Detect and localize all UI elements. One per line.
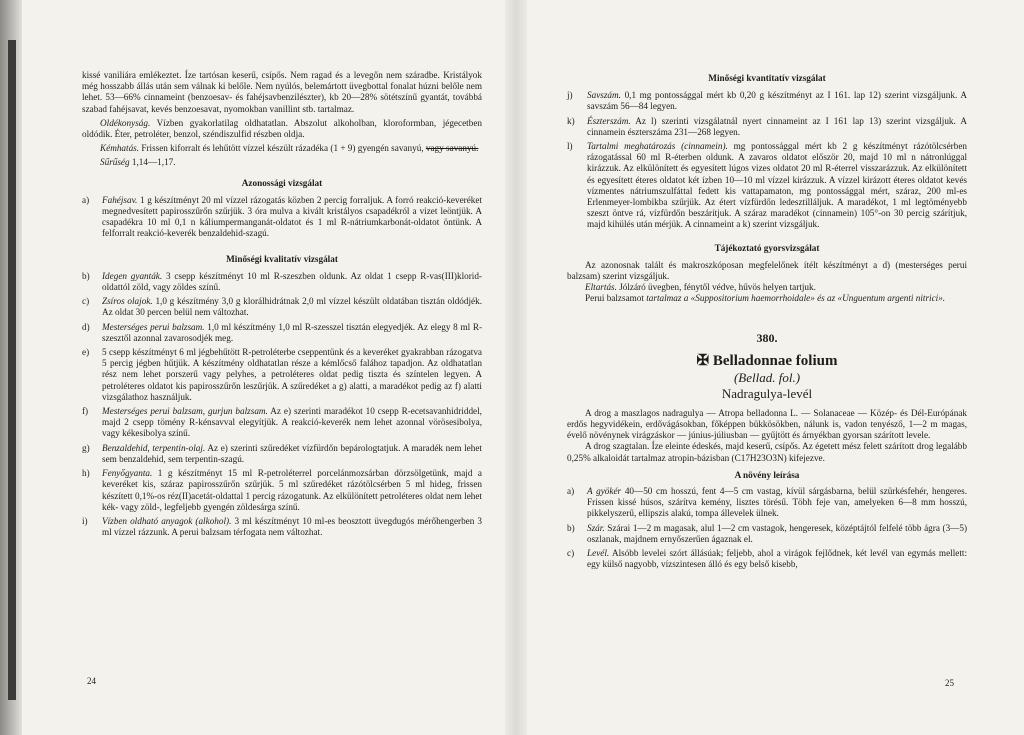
drug-properties: A drog szagtalan. Íze eleinte édeskés, majd keserű, csípős. Az égetett mész felett szárított drog legalább 0,25% alkaloidát tartalmaz atropin-bázisban (C17H23O3N) kifejezve. (567, 441, 967, 463)
contained-in-text: Perui balzsamot (585, 293, 644, 304)
contained-in-products: a «Suppositorium haemorrhoidale» és az «Unguentum argenti nitrici». (683, 293, 946, 304)
plant-item-a (567, 486, 967, 520)
item-title: Zsíros olajok. (102, 296, 153, 307)
item-title: Észterszám. (587, 115, 631, 126)
item-title: Fenyőgyanta. (102, 468, 153, 479)
item-title: Vízben oldható anyagok (alkohol). (102, 515, 232, 526)
item-text: 40—50 cm hosszú, fent 4—5 cm vastag, kívül sárgásbarna, belül szürkésfehér, hengeres. Frissen kissé húsos, szárítva kemény, lisztes törésű. Töbh feje van, amelyeken 6—8 mm hosszú, pikkelyszerű, ellipszis alakú, tompa állevelek ülnek. (587, 486, 968, 519)
ph-paragraph (82, 143, 482, 154)
plant-description-heading: A növény leírása (734, 469, 800, 480)
identity-heading: Azonossági vizsgálat (241, 177, 323, 188)
contained-in-paragraph (567, 293, 967, 304)
plant-item-c (567, 548, 967, 570)
binding-shadow (8, 40, 16, 700)
quantitative-heading: Minőségi kvantitatív vizsgálat (708, 73, 826, 83)
storage-text: Jólzáró üvegben, fénytől védve, hűvös helyen tartjuk. (619, 282, 816, 293)
item-text: 1 g készítményt 15 ml R-petroléterrel porcelánmozsárban dörzsölgetünk, majd a keveréket kis, száraz papirosszűrőn szűrjük. 5 ml szűredéket rázótölcsérben 5 ml hideg, frissen készített 0,1%-os réz(II)acetát-oldattal 1 percig rázogatunk. Az elkülönített petroléteres oldat nem lehet kék- vagy zöld-, legfeljebb gyengén zöldesárga színű. (102, 468, 483, 512)
storage-paragraph (567, 282, 967, 293)
item-title: Idegen gyanták. (102, 270, 163, 281)
item-label: i) (82, 515, 88, 526)
drug-description: A drog a maszlagos nadragulya — Atropa belladonna L. — Solanaceae — Közép- és Dél-Európának erdős hegyvidékein, erdővágásokban, főképpen bükkösökben, nálunk is, vadon tenyésző, 1—2 m magas, évelő növénynek virágzáskor — június-júliusban — gyűjtött és árnyékban gyorsan szárított levele. (567, 407, 967, 441)
item-text: 5 csepp készítményt 6 ml jégbehűtött R-petroléterbe cseppentünk és a keveréket gyakrabban rázogatva 5 percig jégben hűtjük. A készítmény oldhatatlan része a kémlőcső falához tapadjon. Az oldhatatlan rész nem lehet porszerű vagy pelyhes, a petroléteres oldat pedig tiszta és színtelen legyen. A petroléteres oldatot kis papirosszűrőn leszűrjük. A szűredéket a g) alatti, a maradékot pedig az f) alatti vizsgálathoz használjuk. (102, 347, 482, 402)
test-item-j (567, 90, 967, 112)
quick-test-heading: Tájékoztató gyorsvizsgálat (714, 242, 820, 253)
item-label: a) (567, 486, 575, 497)
item-label: b) (567, 522, 575, 533)
test-item-i (82, 516, 482, 538)
quick-test-paragraph: Az azonosnak talált és makroszkóposan megfelelőnek ítélt készítményt a d) (mesterséges perui balzsam) szerint vizsgáljuk. (567, 259, 967, 282)
test-item-k (567, 116, 967, 138)
item-text: Az e) szerinti szűredéket vízfürdőn bepárologtatjuk. A maradék nem lehet sem benzaldehid, sem terpentin-szagú. (102, 442, 482, 464)
monograph-abbrev: (Bellad. fol.) (733, 369, 801, 385)
test-item-h (82, 468, 482, 513)
test-item-c (82, 296, 482, 318)
solubility-text: Vízben gyakorlatilag oldhatatlan. Abszolut alkoholban, kloroformban, jégecetben oldódik. Éter, petroléter, benzol, széndiszulfid részben oldja. (82, 117, 482, 140)
item-title: Szár. (587, 522, 605, 533)
item-label: g) (82, 442, 90, 453)
item-title: Levél. (587, 548, 610, 559)
density-paragraph (82, 157, 482, 168)
item-text: Szárai 1—2 m magasak, alul 1—2 cm vastagok, hengeresek, középtájtól felfelé több ágra (3—5) oszlanak, majdnem ernyőszerűen ágaznak el. (587, 522, 968, 544)
cross-icon: ✠ (696, 352, 710, 369)
item-text: 1,0 ml készítmény 1,0 ml R-szesszel tisztán elegyedjék. Az elegy 8 ml R-szesztől azonnal zavarosodjék meg. (102, 321, 483, 343)
storage-label: Eltartás. (585, 282, 617, 293)
test-item-l (567, 141, 967, 231)
item-text: 3 ml készítményt 10 ml-es beosztott üvegdugós mérőhengerben 3 ml vízzel rázzunk. A perui balzsam térfogata nem változhat. (102, 515, 483, 538)
item-title: Mesterséges perui balzsam. (102, 321, 205, 332)
density-label: Sűrűség (100, 157, 130, 168)
test-item-a (82, 195, 482, 240)
item-label: e) (82, 347, 90, 358)
ph-text: Frissen kiforralt és lehűtött vízzel készült rázadéka (1 + 9) gyengén savanyú, (141, 143, 424, 154)
item-title: Fahéjsav. (102, 194, 138, 205)
item-text: Az e) szerinti maradékot 10 csepp R-ecetsavanhidriddel, majd 2 csepp tömény R-kénsavval elegyítjük. A reakció-keverék nem lehet azonnal vörösesibolya, vagy kékesibolya színű. (102, 406, 482, 439)
monograph-number: 380. (756, 330, 778, 345)
item-title: Mesterséges perui balzsam, gurjun balzsam. (102, 406, 268, 417)
item-title: A gyökér (587, 486, 622, 497)
left-intro-paragraph: kissé vaniliára emlékeztet. Íze tartósan keserű, csípős. Nem ragad és a levegőn nem száradbe. Kristályok még hosszabb állás után sem válnak ki belőle. Nem nyúlós, belemártott üvegbottal fonalat húzni belőle nem lehet. 53—66% cinnameint (benzoesav- és fahéjsavbenzilészter), kb 20—28% sötétszínű gyantát, továbbá szabad fahéjsavat, kevés benzoesavat, nyomokban vanillint stb. tartalmaz. (82, 70, 482, 114)
test-item-d (82, 322, 482, 344)
item-text: Alsóbb levelei szórt állásúak; feljebb, ahol a virágok fejlődnek, két levél van egymás mellett: egy külső nagyobb, vízszintesen álló és egy belső kisebb, (587, 548, 967, 570)
item-label: h) (82, 468, 90, 479)
item-label: f) (82, 406, 89, 417)
item-title: Tartalmi meghatározás (cinnamein). (587, 141, 728, 152)
monograph-title (567, 352, 967, 370)
page-number-right: 25 (945, 678, 954, 688)
item-label: k) (567, 115, 575, 126)
scan-edge (0, 0, 22, 735)
item-title: Benzaldehid, terpentin-olaj. (102, 442, 206, 453)
item-text: 1,0 g készítmény 3,0 g klorálhidrátnak 2,0 ml vízzel készült oldatában tisztán oldódjék. Az oldat 30 percen belül nem változhat. (102, 296, 482, 318)
ph-label: Kémhatás. (100, 143, 140, 154)
item-text: 1 g készítményt 20 ml vízzel rázogatás közben 2 percig forraljuk. A forró reakció-keveréket megnedvesített papirosszűrőn szűrjük. 3 óra mulva a kivált kristályos csapadékról a vizet leöntjük. A csapadékra 10 ml 0,1 n káliumpermanganát-oldatot és 1 ml R-nátriumkarbonát-oldatot öntünk. A felforralt reakció-keverék benzaldehid-szagú. (102, 194, 483, 239)
page-number-left: 24 (87, 676, 96, 686)
item-text: Az l) szerinti vizsgálatnál nyert cinnameint az I 161 lap 13) szerint vizsgáljuk. A cinnamein észterszáma 231—268 legyen. (587, 115, 967, 137)
left-page (82, 0, 482, 735)
test-item-b (82, 271, 482, 293)
monograph-hungarian-name: Nadragulya-levél (721, 385, 813, 401)
item-label: c) (567, 548, 575, 559)
item-label: d) (82, 321, 90, 332)
qualitative-heading: Minőségi kvalitatív vizsgálat (226, 253, 338, 264)
struck-text: vagy savanyú. (425, 143, 479, 154)
plant-item-b (567, 523, 967, 545)
item-text: 3 csepp készítményt 10 ml R-szeszben oldunk. Az oldat 1 csepp R-vas(III)klorid-oldattól zöld, vagy zöldes színű. (102, 270, 482, 293)
test-item-g (82, 443, 482, 465)
monograph-title-text: Belladonnae folium (712, 352, 838, 369)
item-text: 0,1 mg pontossággal mért kb 0,20 g készítményt az I 161. lap 12) szerint vizsgáljunk. A savszám 56—84 legyen. (587, 90, 967, 112)
item-label: l) (567, 141, 573, 152)
test-item-e (82, 347, 482, 403)
item-text: mg pontossággal mért kb 2 g készítményt rázótölcsérben rázogatással 60 ml R-éterben oldunk. A zavaros oldatot először 20, majd 10 ml n nátronlúggal kirázzuk. Az elkülönített és egyesített lúgos vizes oldatot 20 ml R-éterrel visszarázzuk. Az elkülönített és egyesített éteres oldatot két ízben 10—10 ml vízzel kirázzuk. A vízzel kirázott éteres oldatot kevés vízmentes nátriumszulfáttal fedett kis vattapamaton, mg pontossággal mért, száraz, 200 ml-es Erlenmeyer-lombikba szűrjük. Az étert vízfürdőn ledesztilláljuk. A maradékot, 1 ml legtöményebb szeszt öntve rá, vízfürdőn beszárítjuk. A száraz maradékot (cinnamein) 105°-on 30 percig szárítjuk, majd kihülés után mérjük. A cinnameint a k) szerint vizsgáljuk. (587, 141, 967, 230)
density-text: 1,14—1,17. (131, 157, 176, 168)
item-label: c) (82, 296, 90, 307)
test-item-f (82, 406, 482, 440)
solubility-label: Oldékonyság. (100, 117, 151, 128)
solubility-paragraph (82, 118, 482, 140)
item-label: a) (82, 194, 90, 205)
item-title: Savszám. (587, 90, 621, 101)
contained-in-verb: tartalmaz (646, 293, 682, 304)
item-label: j) (567, 90, 573, 101)
item-label: b) (82, 270, 90, 281)
book-gutter (505, 0, 527, 735)
right-page (567, 0, 967, 735)
